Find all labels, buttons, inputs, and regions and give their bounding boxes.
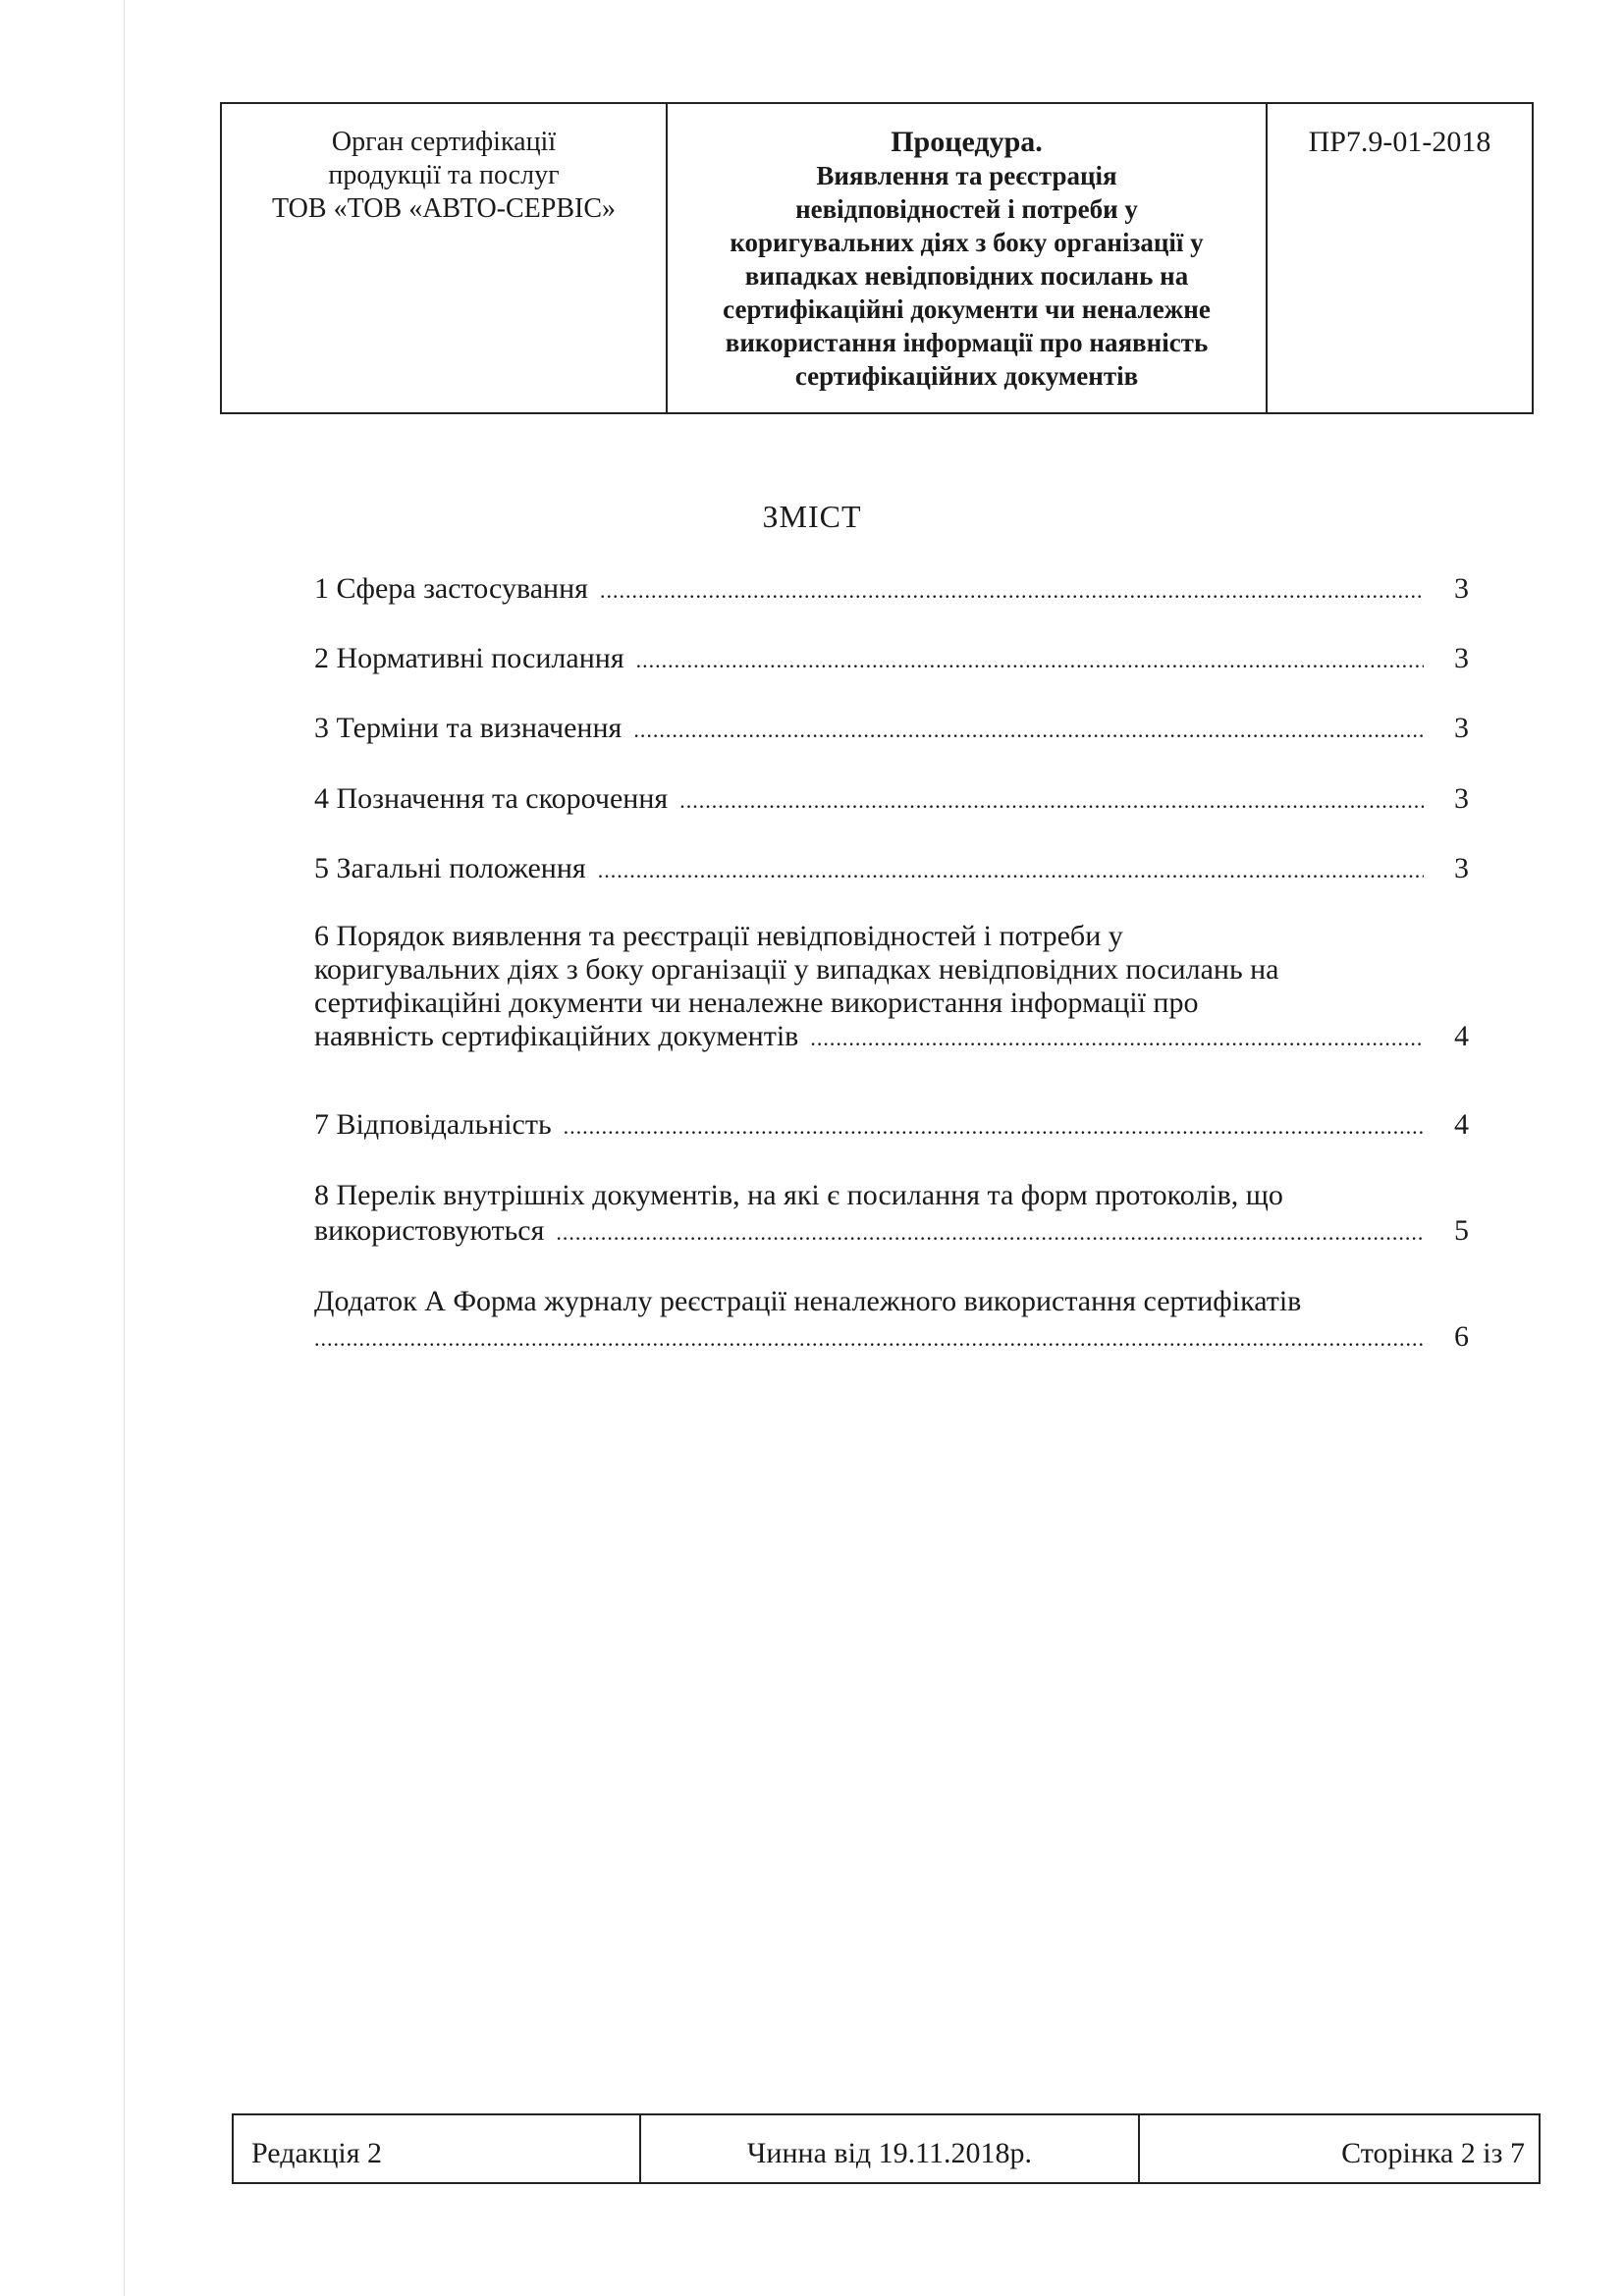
procedure-line: Виявлення та реєстрація — [816, 161, 1117, 190]
toc-page-number: 3 — [1454, 572, 1469, 605]
toc-page-number: 4 — [1454, 1108, 1469, 1141]
toc-leader-dots — [679, 783, 1424, 819]
header-procedure-cell — [668, 104, 1268, 412]
toc-page-number: 3 — [1454, 782, 1469, 815]
toc-entry-2 — [314, 641, 1469, 678]
toc-leader-dots — [564, 1109, 1424, 1145]
document-footer-table — [232, 2113, 1541, 2184]
toc-entry-text: 3 Терміни та визначення — [314, 712, 623, 744]
toc-entry-text: 2 Нормативні посилання — [314, 642, 624, 674]
footer-valid-from-cell — [641, 2115, 1140, 2182]
header-document-code-cell — [1268, 104, 1532, 412]
toc-entry-1 — [314, 571, 1469, 609]
procedure-line: коригувальних діях з боку організації у — [730, 228, 1204, 257]
toc-leader-dots — [556, 1215, 1424, 1251]
toc-entry-8 — [314, 1178, 1469, 1251]
procedure-line: випадках невідповідних посилань на — [744, 261, 1189, 291]
procedure-line: невідповідностей і потреби у — [795, 194, 1138, 224]
toc-entry-appendix-a — [314, 1284, 1469, 1357]
procedure-line: використання інформації про наявність — [725, 328, 1209, 357]
footer-page-number: Сторінка 2 із 7 — [1341, 2137, 1525, 2169]
toc-entry-4 — [314, 781, 1469, 819]
header-organization-cell — [222, 104, 668, 412]
toc-leader-dots — [636, 643, 1424, 678]
document-code: ПР7.9-01-2018 — [1308, 126, 1491, 158]
procedure-title: Процедура. — [891, 126, 1043, 158]
toc-entry-text: 4 Позначення та скорочення — [314, 782, 669, 815]
footer-edition: Редакція 2 — [251, 2137, 383, 2169]
toc-leader-dots — [810, 1022, 1424, 1055]
toc-page-number: 3 — [1454, 712, 1469, 744]
toc-entry-7 — [314, 1107, 1469, 1145]
toc-page-number: 3 — [1454, 642, 1469, 674]
organization-line-2: продукції та послуг — [328, 160, 560, 190]
toc-page-number: 4 — [1454, 1020, 1469, 1052]
toc-page-number: 3 — [1454, 852, 1469, 884]
footer-page-cell — [1140, 2115, 1539, 2182]
toc-entry-text: наявність сертифікаційних документів — [314, 1020, 799, 1052]
scan-edge-line — [124, 0, 125, 2296]
procedure-line: сертифікаційних документів — [794, 361, 1139, 391]
document-header-table — [220, 102, 1534, 414]
toc-entry-6 — [314, 920, 1469, 1055]
footer-edition-cell — [234, 2115, 641, 2182]
toc-entry-text: 1 Сфера застосування — [314, 572, 588, 605]
footer-valid-from: Чинна від 19.11.2018р. — [746, 2137, 1033, 2169]
toc-page-number: 5 — [1454, 1214, 1469, 1247]
toc-entry-line: Додаток А Форма журналу реєстрації неналежного використання сертифікатів — [314, 1285, 1302, 1317]
toc-leader-dots — [314, 1321, 1424, 1357]
toc-leader-dots — [598, 853, 1424, 888]
procedure-line: сертифікаційні документи чи неналежне — [723, 294, 1211, 324]
toc-leader-dots — [600, 573, 1424, 609]
organization-line-1: Орган сертифікації — [331, 127, 557, 157]
toc-entry-5 — [314, 851, 1469, 888]
toc-entry-text: 7 Відповідальність — [314, 1108, 552, 1141]
toc-page-number: 6 — [1454, 1320, 1469, 1353]
toc-entry-line: коригувальних діях з боку організації у випадках невідповідних посилань на — [314, 953, 1279, 986]
toc-entry-line: сертифікаційні документи чи неналежне використання інформації про — [314, 987, 1199, 1019]
toc-entry-line: 8 Перелік внутрішніх документів, на які є посилання та форм протоколів, що — [314, 1179, 1283, 1211]
toc-entry-text: 5 Загальні положення — [314, 852, 586, 884]
toc-entry-3 — [314, 711, 1469, 748]
organization-line-3: ТОВ «ТОВ «АВТО-СЕРВІС» — [271, 193, 617, 224]
toc-title: ЗМІСТ — [762, 499, 862, 534]
toc-leader-dots — [633, 713, 1424, 748]
toc-entry-line: 6 Порядок виявлення та реєстрації невідповідностей і потреби у — [314, 920, 1123, 952]
toc-entry-text: використовуються — [314, 1214, 545, 1247]
